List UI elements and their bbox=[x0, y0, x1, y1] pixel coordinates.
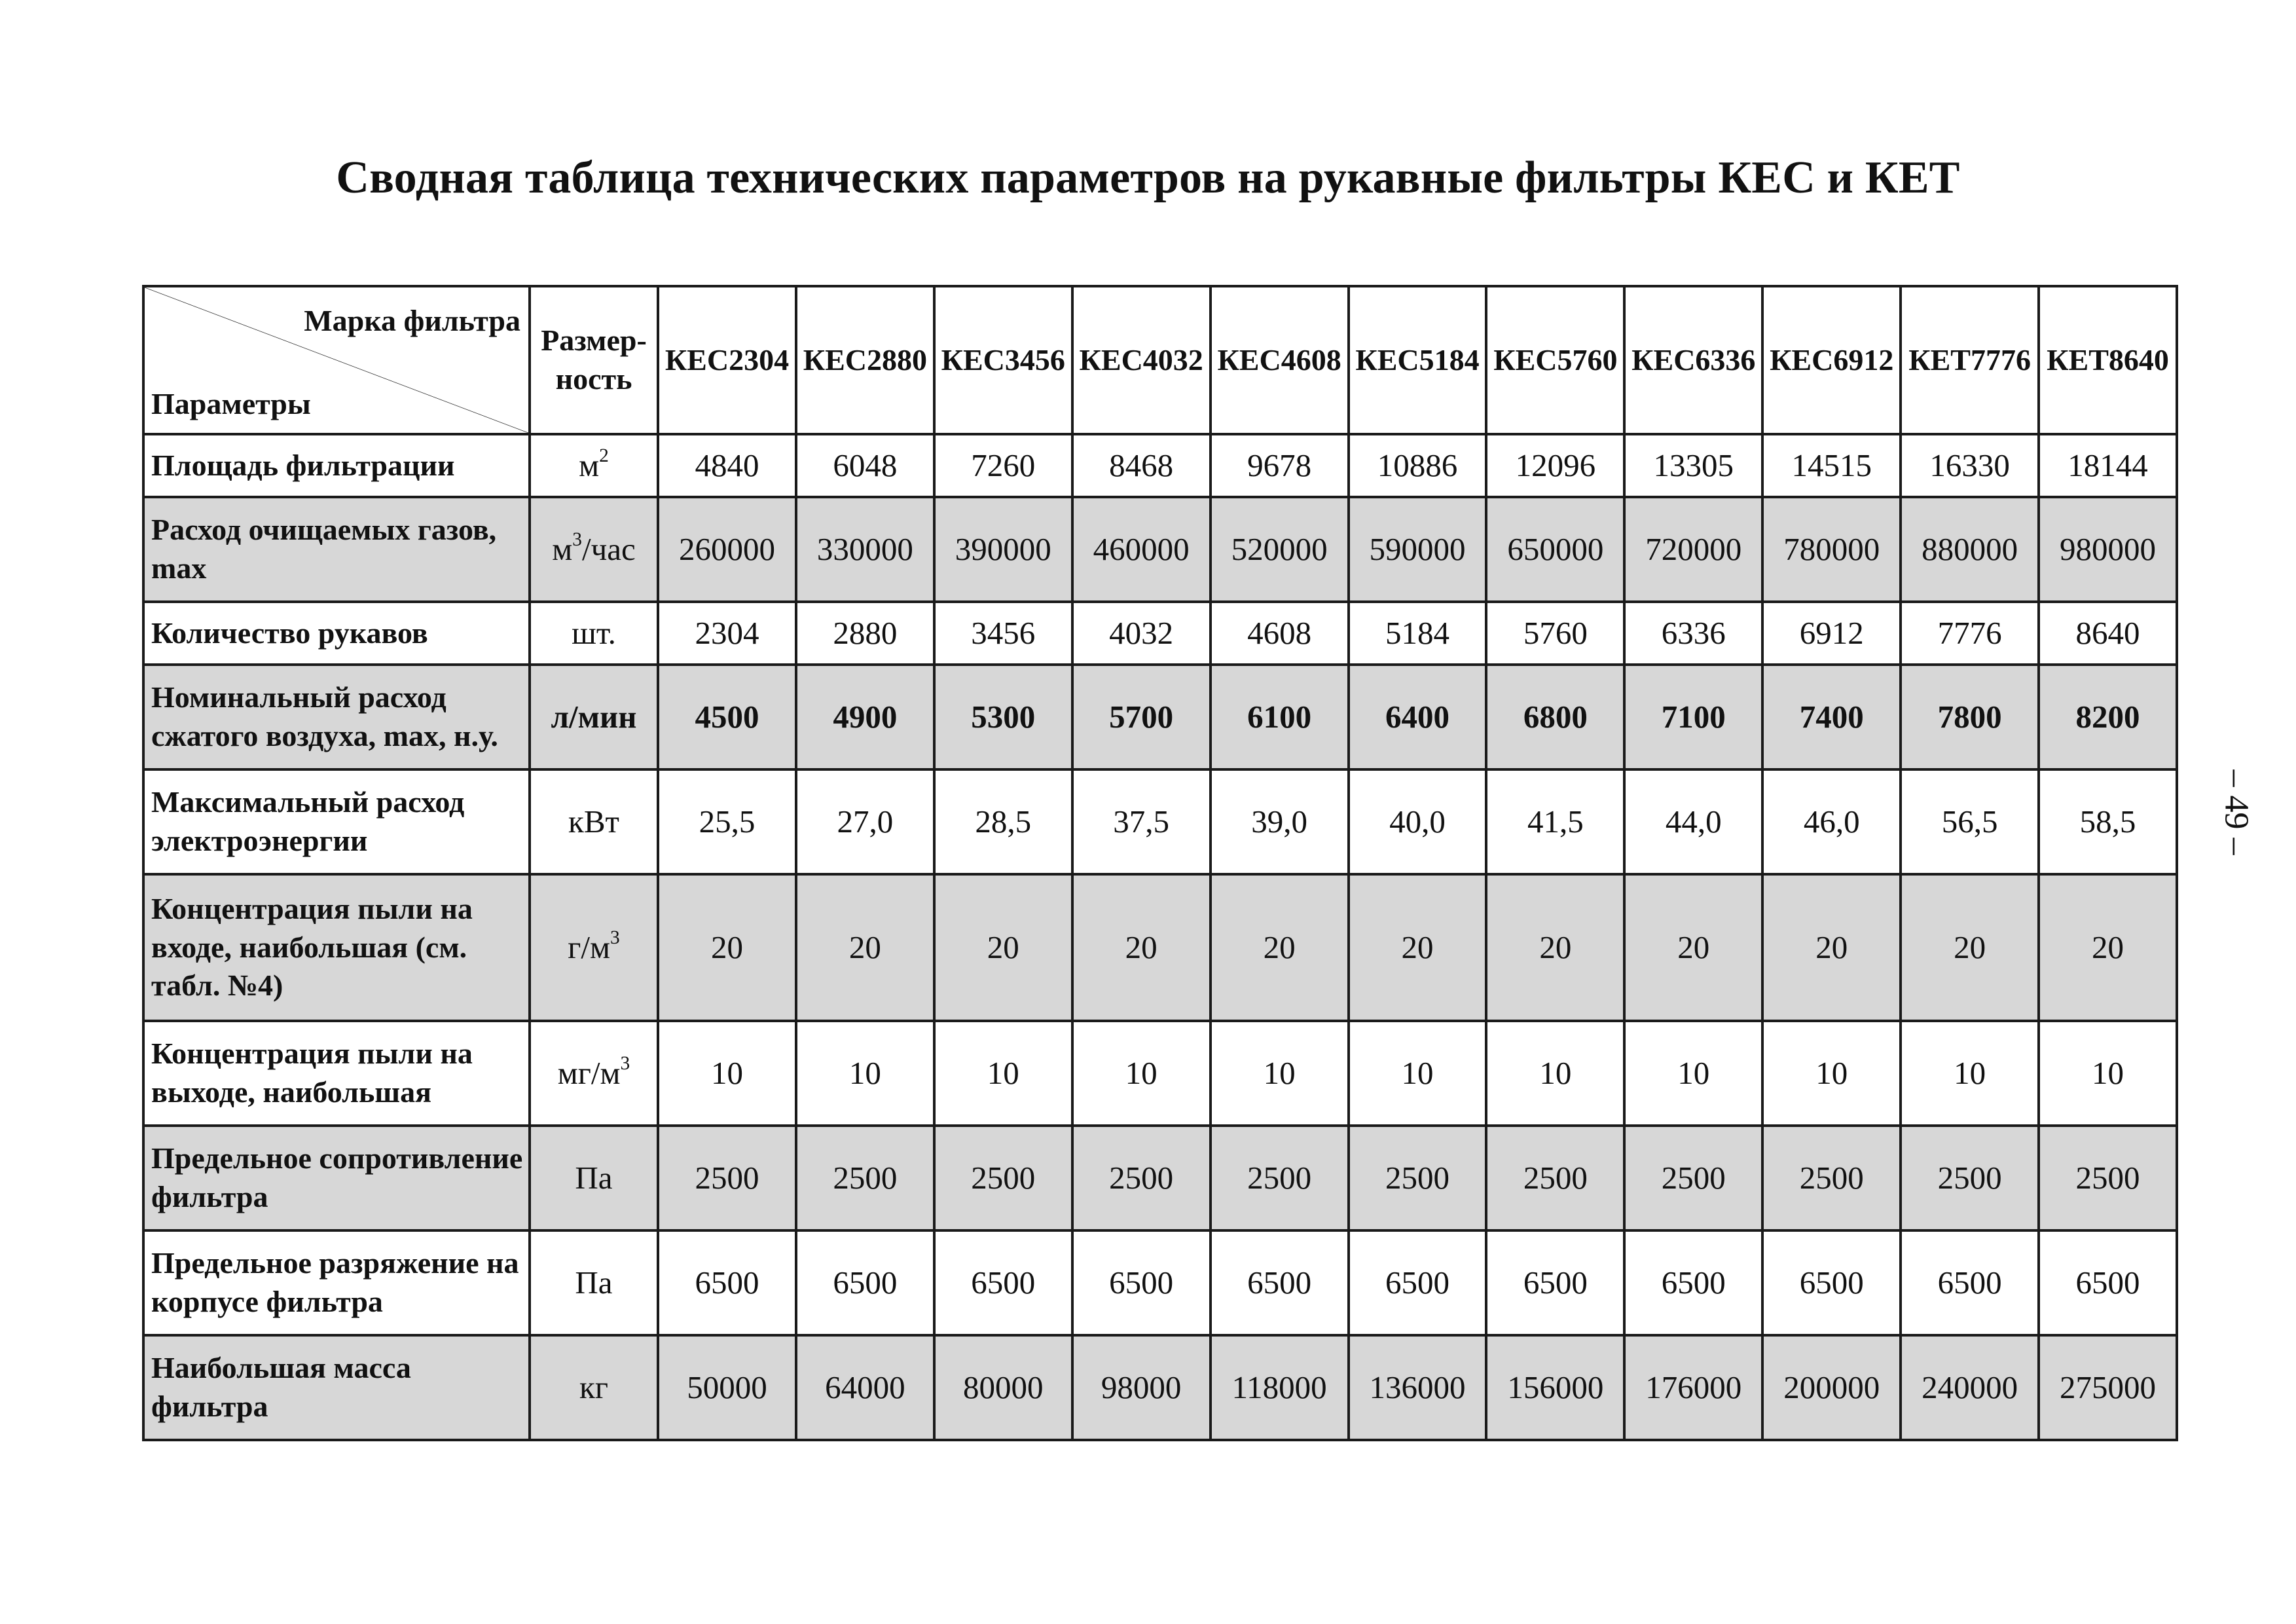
value-cell: 240000 bbox=[1901, 1335, 2039, 1440]
unit-cell: л/мин bbox=[530, 665, 658, 769]
model-header: КЕТ8640 bbox=[2039, 286, 2177, 434]
value-cell: 2500 bbox=[1072, 1126, 1211, 1230]
value-cell: 4900 bbox=[796, 665, 934, 769]
value-cell: 2500 bbox=[796, 1126, 934, 1230]
table-row bbox=[143, 1335, 2177, 1440]
value-cell: 16330 bbox=[1901, 434, 2039, 497]
parameter-name-cell: Максимальный расход электроэнергии bbox=[143, 769, 530, 874]
value-cell: 27,0 bbox=[796, 769, 934, 874]
table-row bbox=[143, 1021, 2177, 1126]
value-cell: 6500 bbox=[658, 1230, 796, 1335]
value-cell: 6336 bbox=[1624, 602, 1762, 665]
value-cell: 10 bbox=[1211, 1021, 1349, 1126]
value-cell: 10 bbox=[1624, 1021, 1762, 1126]
value-cell: 330000 bbox=[796, 497, 934, 602]
value-cell: 6500 bbox=[1624, 1230, 1762, 1335]
value-cell: 80000 bbox=[934, 1335, 1072, 1440]
value-cell: 6100 bbox=[1211, 665, 1349, 769]
value-cell: 6912 bbox=[1762, 602, 1901, 665]
value-cell: 5760 bbox=[1486, 602, 1624, 665]
value-cell: 9678 bbox=[1211, 434, 1349, 497]
value-cell: 4500 bbox=[658, 665, 796, 769]
value-cell: 520000 bbox=[1211, 497, 1349, 602]
unit-cell: Па bbox=[530, 1126, 658, 1230]
value-cell: 58,5 bbox=[2039, 769, 2177, 874]
value-cell: 8640 bbox=[2039, 602, 2177, 665]
value-cell: 6500 bbox=[796, 1230, 934, 1335]
value-cell: 40,0 bbox=[1349, 769, 1487, 874]
value-cell: 20 bbox=[1211, 874, 1349, 1021]
value-cell: 2500 bbox=[1762, 1126, 1901, 1230]
value-cell: 6800 bbox=[1486, 665, 1624, 769]
model-header: КЕС5184 bbox=[1349, 286, 1487, 434]
value-cell: 10 bbox=[1486, 1021, 1624, 1126]
model-header: КЕС6912 bbox=[1762, 286, 1901, 434]
value-cell: 13305 bbox=[1624, 434, 1762, 497]
value-cell: 20 bbox=[1349, 874, 1487, 1021]
value-cell: 390000 bbox=[934, 497, 1072, 602]
model-header: КЕС2304 bbox=[658, 286, 796, 434]
value-cell: 10 bbox=[934, 1021, 1072, 1126]
value-cell: 2500 bbox=[2039, 1126, 2177, 1230]
value-cell: 10 bbox=[2039, 1021, 2177, 1126]
table-row bbox=[143, 665, 2177, 769]
corner-label-parameters: Параметры bbox=[151, 387, 311, 421]
value-cell: 14515 bbox=[1762, 434, 1901, 497]
filters-spec-table bbox=[142, 285, 2178, 1441]
parameter-name-cell: Наибольшая масса фильтра bbox=[143, 1335, 530, 1440]
parameter-name-cell: Номинальный расход сжатого воздуха, max, н.у. bbox=[143, 665, 530, 769]
table-row bbox=[143, 874, 2177, 1021]
value-cell: 20 bbox=[796, 874, 934, 1021]
value-cell: 7800 bbox=[1901, 665, 2039, 769]
value-cell: 5700 bbox=[1072, 665, 1211, 769]
value-cell: 7260 bbox=[934, 434, 1072, 497]
value-cell: 2500 bbox=[1211, 1126, 1349, 1230]
value-cell: 20 bbox=[2039, 874, 2177, 1021]
table-row bbox=[143, 602, 2177, 665]
value-cell: 25,5 bbox=[658, 769, 796, 874]
corner-header-cell bbox=[143, 286, 530, 434]
table-row bbox=[143, 1126, 2177, 1230]
value-cell: 10 bbox=[1762, 1021, 1901, 1126]
unit-column-header: Размер-ность bbox=[530, 286, 658, 434]
parameter-name-cell: Площадь фильтрации bbox=[143, 434, 530, 497]
table-body bbox=[143, 434, 2177, 1440]
value-cell: 200000 bbox=[1762, 1335, 1901, 1440]
value-cell: 8468 bbox=[1072, 434, 1211, 497]
value-cell: 118000 bbox=[1211, 1335, 1349, 1440]
value-cell: 650000 bbox=[1486, 497, 1624, 602]
value-cell: 2500 bbox=[934, 1126, 1072, 1230]
value-cell: 39,0 bbox=[1211, 769, 1349, 874]
value-cell: 46,0 bbox=[1762, 769, 1901, 874]
value-cell: 176000 bbox=[1624, 1335, 1762, 1440]
page-number-text: – 49 – bbox=[2217, 769, 2255, 855]
value-cell: 64000 bbox=[796, 1335, 934, 1440]
value-cell: 20 bbox=[1486, 874, 1624, 1021]
value-cell: 37,5 bbox=[1072, 769, 1211, 874]
value-cell: 275000 bbox=[2039, 1335, 2177, 1440]
value-cell: 6500 bbox=[1349, 1230, 1487, 1335]
value-cell: 10 bbox=[796, 1021, 934, 1126]
value-cell: 10886 bbox=[1349, 434, 1487, 497]
unit-cell: Па bbox=[530, 1230, 658, 1335]
value-cell: 18144 bbox=[2039, 434, 2177, 497]
value-cell: 4032 bbox=[1072, 602, 1211, 665]
value-cell: 590000 bbox=[1349, 497, 1487, 602]
value-cell: 2500 bbox=[1624, 1126, 1762, 1230]
value-cell: 460000 bbox=[1072, 497, 1211, 602]
table-row bbox=[143, 1230, 2177, 1335]
value-cell: 20 bbox=[1901, 874, 2039, 1021]
unit-cell: шт. bbox=[530, 602, 658, 665]
value-cell: 6500 bbox=[2039, 1230, 2177, 1335]
value-cell: 156000 bbox=[1486, 1335, 1624, 1440]
value-cell: 6500 bbox=[1901, 1230, 2039, 1335]
value-cell: 20 bbox=[1762, 874, 1901, 1021]
corner-label-model: Марка фильтра bbox=[304, 304, 520, 337]
table-row bbox=[143, 497, 2177, 602]
value-cell: 6500 bbox=[934, 1230, 1072, 1335]
value-cell: 6500 bbox=[1072, 1230, 1211, 1335]
value-cell: 3456 bbox=[934, 602, 1072, 665]
parameter-name-cell: Предельное сопротивление фильтра bbox=[143, 1126, 530, 1230]
unit-cell: кг bbox=[530, 1335, 658, 1440]
value-cell: 6500 bbox=[1486, 1230, 1624, 1335]
value-cell: 6500 bbox=[1762, 1230, 1901, 1335]
model-header: КЕС4608 bbox=[1211, 286, 1349, 434]
value-cell: 880000 bbox=[1901, 497, 2039, 602]
parameter-name-cell: Предельное разряжение на корпусе фильтра bbox=[143, 1230, 530, 1335]
model-header: КЕС2880 bbox=[796, 286, 934, 434]
value-cell: 41,5 bbox=[1486, 769, 1624, 874]
model-header: КЕС3456 bbox=[934, 286, 1072, 434]
parameter-name-cell: Концентрация пыли на входе, наибольшая (см. табл. №4) bbox=[143, 874, 530, 1021]
model-header: КЕТ7776 bbox=[1901, 286, 2039, 434]
value-cell: 10 bbox=[1901, 1021, 2039, 1126]
value-cell: 6400 bbox=[1349, 665, 1487, 769]
value-cell: 44,0 bbox=[1624, 769, 1762, 874]
value-cell: 5300 bbox=[934, 665, 1072, 769]
value-cell: 7400 bbox=[1762, 665, 1901, 769]
value-cell: 7776 bbox=[1901, 602, 2039, 665]
value-cell: 6500 bbox=[1211, 1230, 1349, 1335]
table-row bbox=[143, 769, 2177, 874]
value-cell: 4840 bbox=[658, 434, 796, 497]
parameter-name-cell: Количество рукавов bbox=[143, 602, 530, 665]
value-cell: 20 bbox=[934, 874, 1072, 1021]
value-cell: 2500 bbox=[1349, 1126, 1487, 1230]
unit-cell: $мг/м^3$ bbox=[530, 1021, 658, 1126]
value-cell: 2500 bbox=[1486, 1126, 1624, 1230]
value-cell: 5184 bbox=[1349, 602, 1487, 665]
value-cell: 2880 bbox=[796, 602, 934, 665]
page-number bbox=[2204, 760, 2269, 864]
value-cell: 720000 bbox=[1624, 497, 1762, 602]
model-header: КЕС4032 bbox=[1072, 286, 1211, 434]
value-cell: 10 bbox=[1072, 1021, 1211, 1126]
value-cell: 8200 bbox=[2039, 665, 2177, 769]
value-cell: 2500 bbox=[658, 1126, 796, 1230]
value-cell: 136000 bbox=[1349, 1335, 1487, 1440]
value-cell: 20 bbox=[658, 874, 796, 1021]
value-cell: 260000 bbox=[658, 497, 796, 602]
value-cell: 2500 bbox=[1901, 1126, 2039, 1230]
unit-cell: $г/м^3$ bbox=[530, 874, 658, 1021]
unit-cell: $м^2$ bbox=[530, 434, 658, 497]
parameter-name-cell: Концентрация пыли на выходе, наибольшая bbox=[143, 1021, 530, 1126]
value-cell: 980000 bbox=[2039, 497, 2177, 602]
value-cell: 98000 bbox=[1072, 1335, 1211, 1440]
value-cell: 28,5 bbox=[934, 769, 1072, 874]
value-cell: 10 bbox=[658, 1021, 796, 1126]
value-cell: 20 bbox=[1072, 874, 1211, 1021]
value-cell: 4608 bbox=[1211, 602, 1349, 665]
value-cell: 10 bbox=[1349, 1021, 1487, 1126]
value-cell: 12096 bbox=[1486, 434, 1624, 497]
value-cell: 780000 bbox=[1762, 497, 1901, 602]
model-header: КЕС6336 bbox=[1624, 286, 1762, 434]
value-cell: 56,5 bbox=[1901, 769, 2039, 874]
value-cell: 6048 bbox=[796, 434, 934, 497]
value-cell: 50000 bbox=[658, 1335, 796, 1440]
parameter-name-cell: Расход очищаемых газов, max bbox=[143, 497, 530, 602]
table-row bbox=[143, 434, 2177, 497]
unit-cell: кВт bbox=[530, 769, 658, 874]
value-cell: 7100 bbox=[1624, 665, 1762, 769]
value-cell: 2304 bbox=[658, 602, 796, 665]
model-header: КЕС5760 bbox=[1486, 286, 1624, 434]
document-title: Сводная таблица технических параметров на рукавные фильтры КЕС и КЕТ bbox=[336, 153, 1960, 203]
table-header-row bbox=[143, 286, 2177, 434]
unit-cell: $м^3$/час bbox=[530, 497, 658, 602]
value-cell: 20 bbox=[1624, 874, 1762, 1021]
